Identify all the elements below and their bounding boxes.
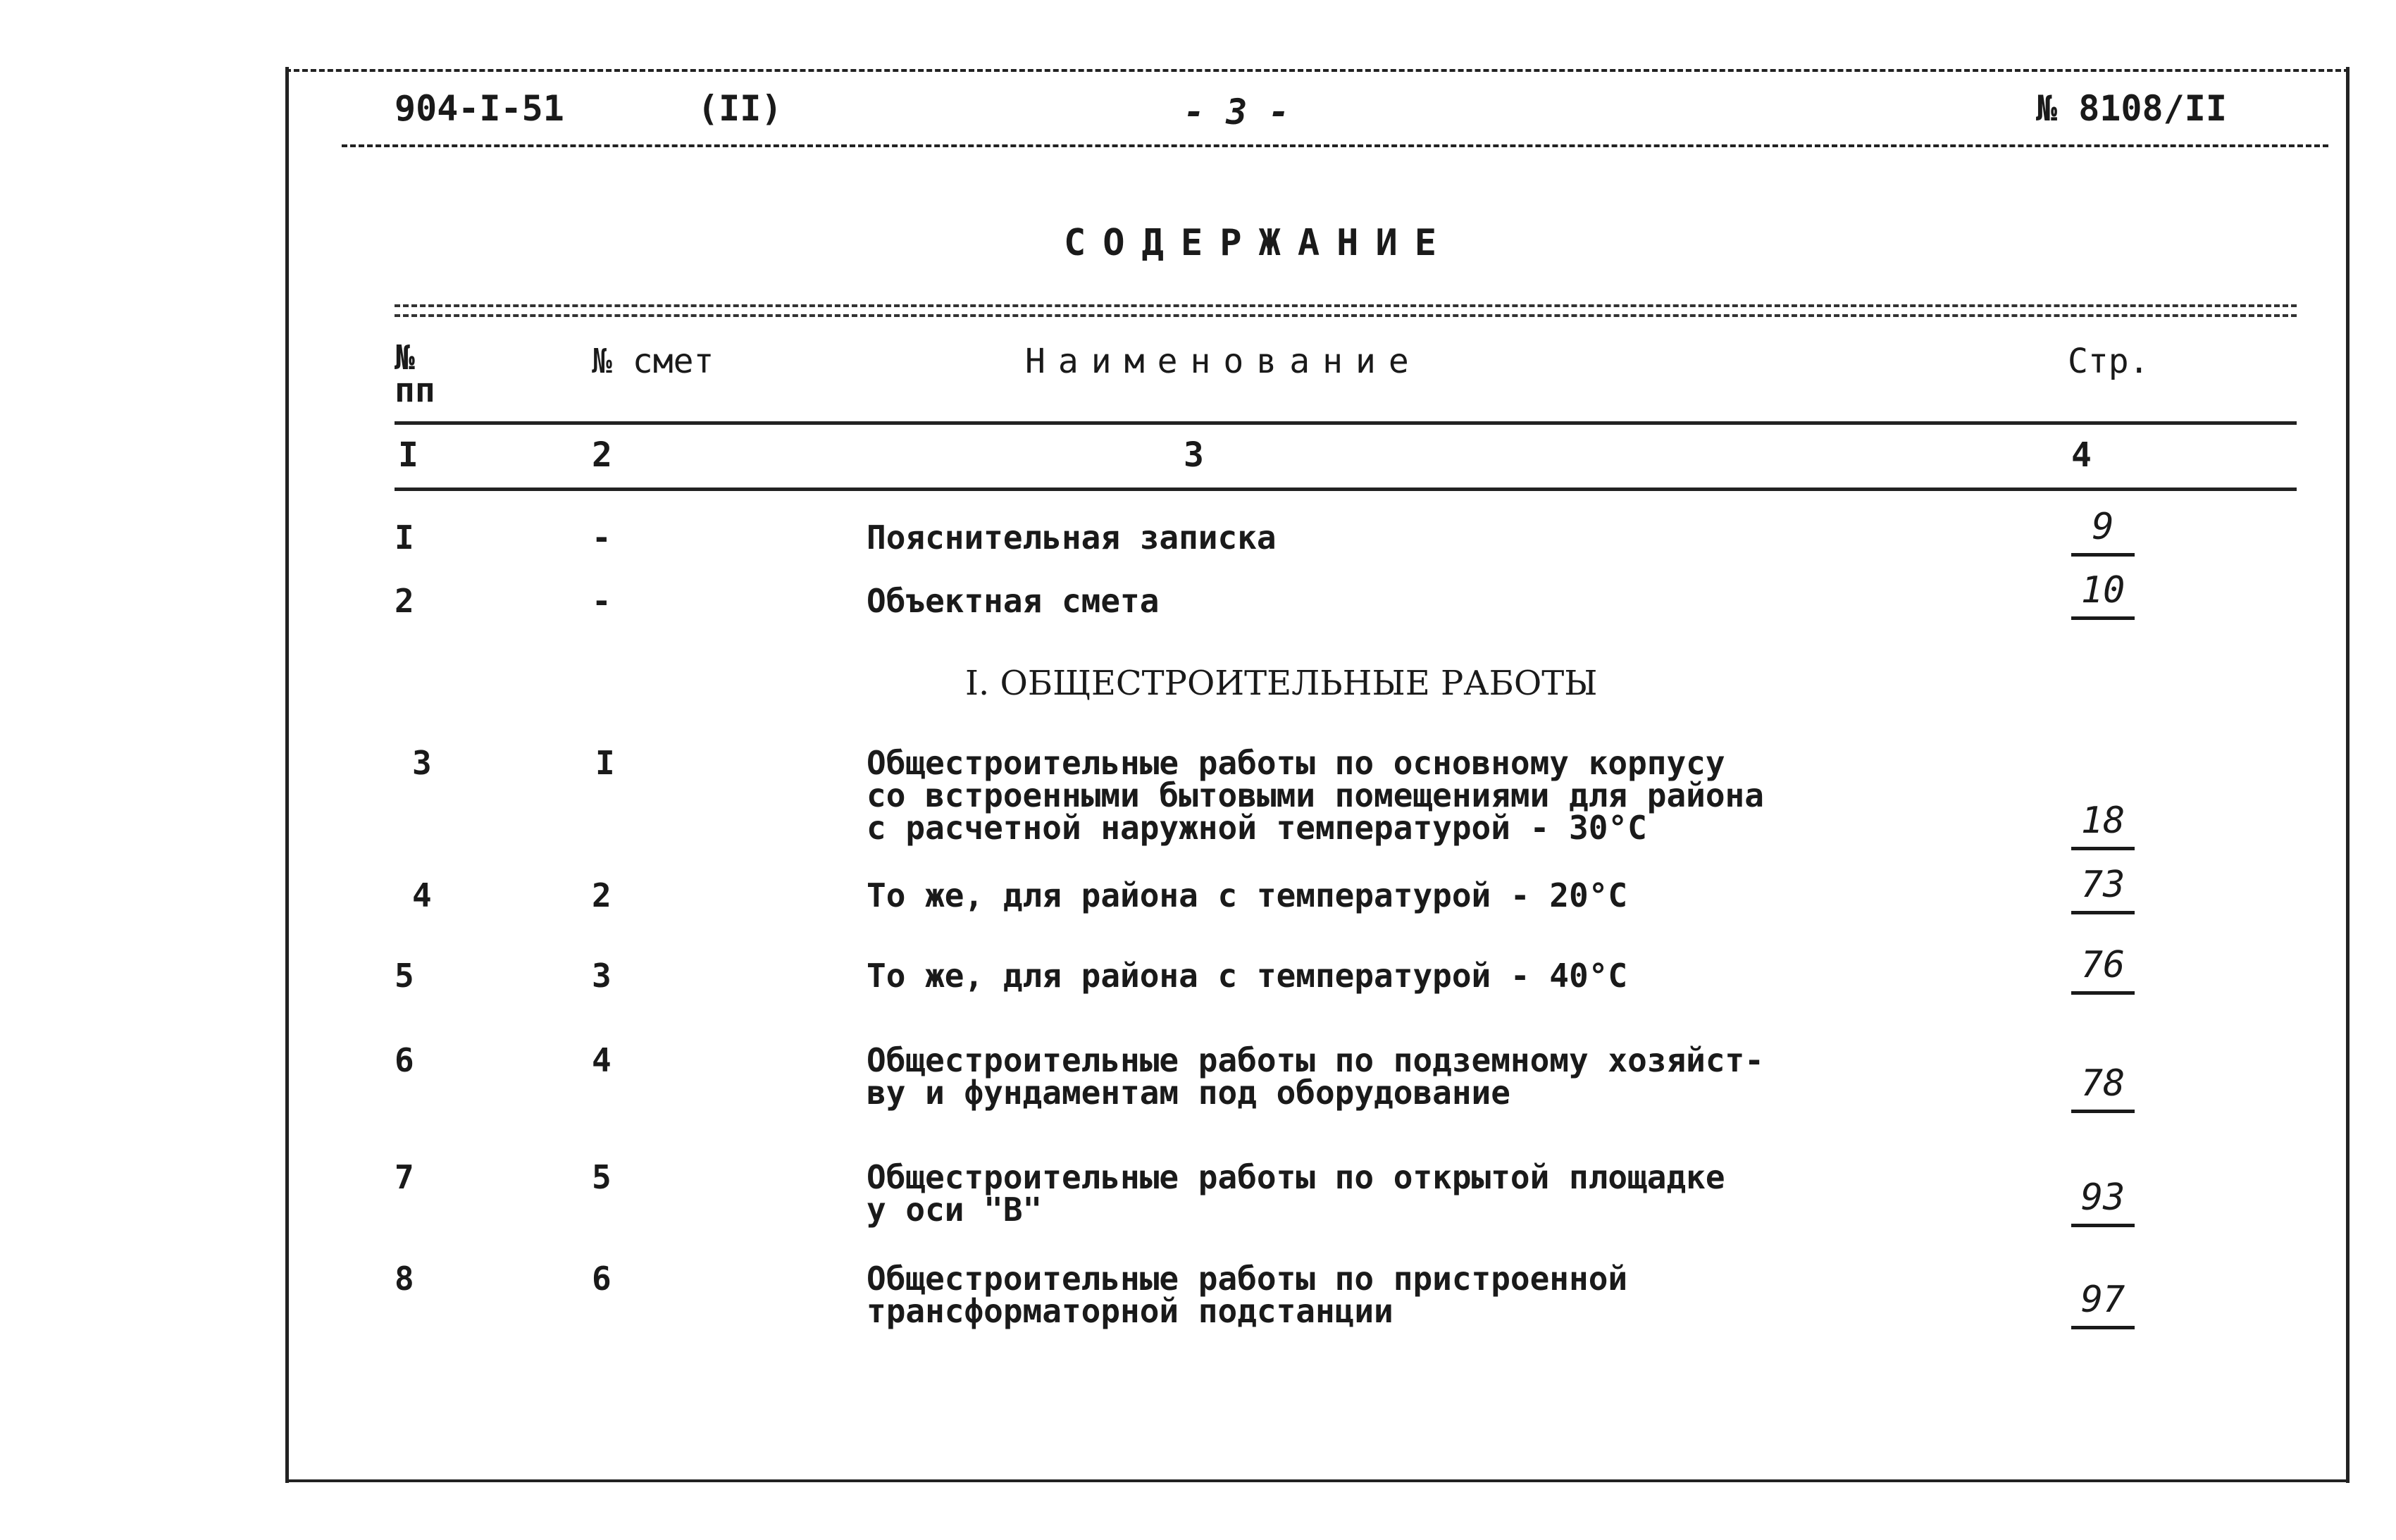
row-estimate: 4 bbox=[592, 1041, 612, 1079]
row-estimate: - bbox=[592, 582, 612, 620]
part-label: (II) bbox=[697, 88, 783, 129]
row-name: Пояснительная записка bbox=[867, 518, 1277, 557]
row-estimate: 3 bbox=[592, 957, 612, 995]
col-number-1: I bbox=[398, 435, 418, 475]
row-estimate: I bbox=[595, 744, 615, 782]
row-page: 9 bbox=[2092, 506, 2114, 548]
row-name-line: с расчетной наружной температурой - 30°С bbox=[867, 809, 1647, 847]
row-page: 18 bbox=[2080, 800, 2125, 842]
col-number-3: 3 bbox=[1184, 435, 1204, 475]
row-name-line: Общестроительные работы по подземному хозяйст- bbox=[867, 1041, 1764, 1079]
row-name-line: со встроенными бытовыми помещениями для района bbox=[867, 776, 1764, 814]
row-num: 8 bbox=[395, 1260, 414, 1298]
frame-top bbox=[285, 69, 2350, 72]
page-underline bbox=[2071, 1224, 2135, 1227]
page-underline bbox=[2071, 1326, 2135, 1329]
row-num: 7 bbox=[395, 1158, 414, 1196]
row-estimate: 6 bbox=[592, 1260, 612, 1298]
frame-bottom bbox=[285, 1479, 2350, 1482]
col-header-page: Стр. bbox=[2068, 342, 2149, 381]
page-mark: - 3 - bbox=[1184, 92, 1290, 132]
row-name-line: То же, для района с температурой - 20°С bbox=[867, 876, 1628, 914]
page-underline bbox=[2071, 616, 2135, 620]
header-rule bbox=[395, 421, 2297, 425]
row-name-line: Общестроительные работы по пристроенной bbox=[867, 1260, 1628, 1298]
row-name-line: ву и фундаментам под оборудование bbox=[867, 1074, 1510, 1112]
col-header-num: № пп bbox=[395, 338, 435, 410]
row-name: Объектная смета bbox=[867, 582, 1160, 620]
col-number-2: 2 bbox=[592, 435, 612, 475]
frame-left bbox=[285, 67, 289, 1483]
row-page: 97 bbox=[2080, 1279, 2125, 1321]
row-name-line: трансформаторной подстанции bbox=[867, 1292, 1393, 1330]
doc-code: 904-I-51 bbox=[395, 88, 564, 129]
row-num: 4 bbox=[412, 876, 432, 914]
row-estimate: - bbox=[592, 518, 612, 557]
colnum-rule bbox=[395, 488, 2297, 491]
row-num: 5 bbox=[395, 957, 414, 995]
col-header-name: Наименование bbox=[1025, 342, 1422, 381]
row-name-line: Общестроительные работы по основному корпусу bbox=[867, 744, 1725, 782]
row-name-line: у оси "В" bbox=[867, 1191, 1043, 1229]
row-name-line: То же, для района с температурой - 40°С bbox=[867, 957, 1628, 995]
row-estimate: 5 bbox=[592, 1158, 612, 1196]
row-num: 3 bbox=[412, 744, 432, 782]
page-underline bbox=[2071, 1110, 2135, 1113]
row-num: I bbox=[395, 518, 414, 557]
col-number-4: 4 bbox=[2071, 435, 2092, 475]
header-underline bbox=[342, 144, 2328, 147]
page-underline bbox=[2071, 911, 2135, 914]
row-name-line: Общестроительные работы по открытой площадке bbox=[867, 1158, 1725, 1196]
col-header-estimate: № смет bbox=[592, 342, 714, 381]
row-estimate: 2 bbox=[592, 876, 612, 914]
row-page: 76 bbox=[2080, 944, 2125, 986]
row-num: 2 bbox=[395, 582, 414, 620]
page-underline bbox=[2071, 991, 2135, 995]
register-number: № 8108/II bbox=[2036, 88, 2227, 129]
row-num: 6 bbox=[395, 1041, 414, 1079]
page-underline bbox=[2071, 847, 2135, 850]
section-title: I. ОБЩЕСТРОИТЕЛЬНЫЕ РАБОТЫ bbox=[965, 664, 1598, 703]
row-page: 78 bbox=[2080, 1062, 2125, 1105]
row-page: 10 bbox=[2080, 569, 2125, 611]
page-underline bbox=[2071, 553, 2135, 557]
row-page: 73 bbox=[2080, 864, 2125, 906]
table-top-rule bbox=[395, 304, 2297, 317]
frame-right bbox=[2346, 67, 2350, 1483]
page-title: СОДЕРЖАНИЕ bbox=[1064, 222, 1454, 264]
row-page: 93 bbox=[2080, 1176, 2125, 1219]
